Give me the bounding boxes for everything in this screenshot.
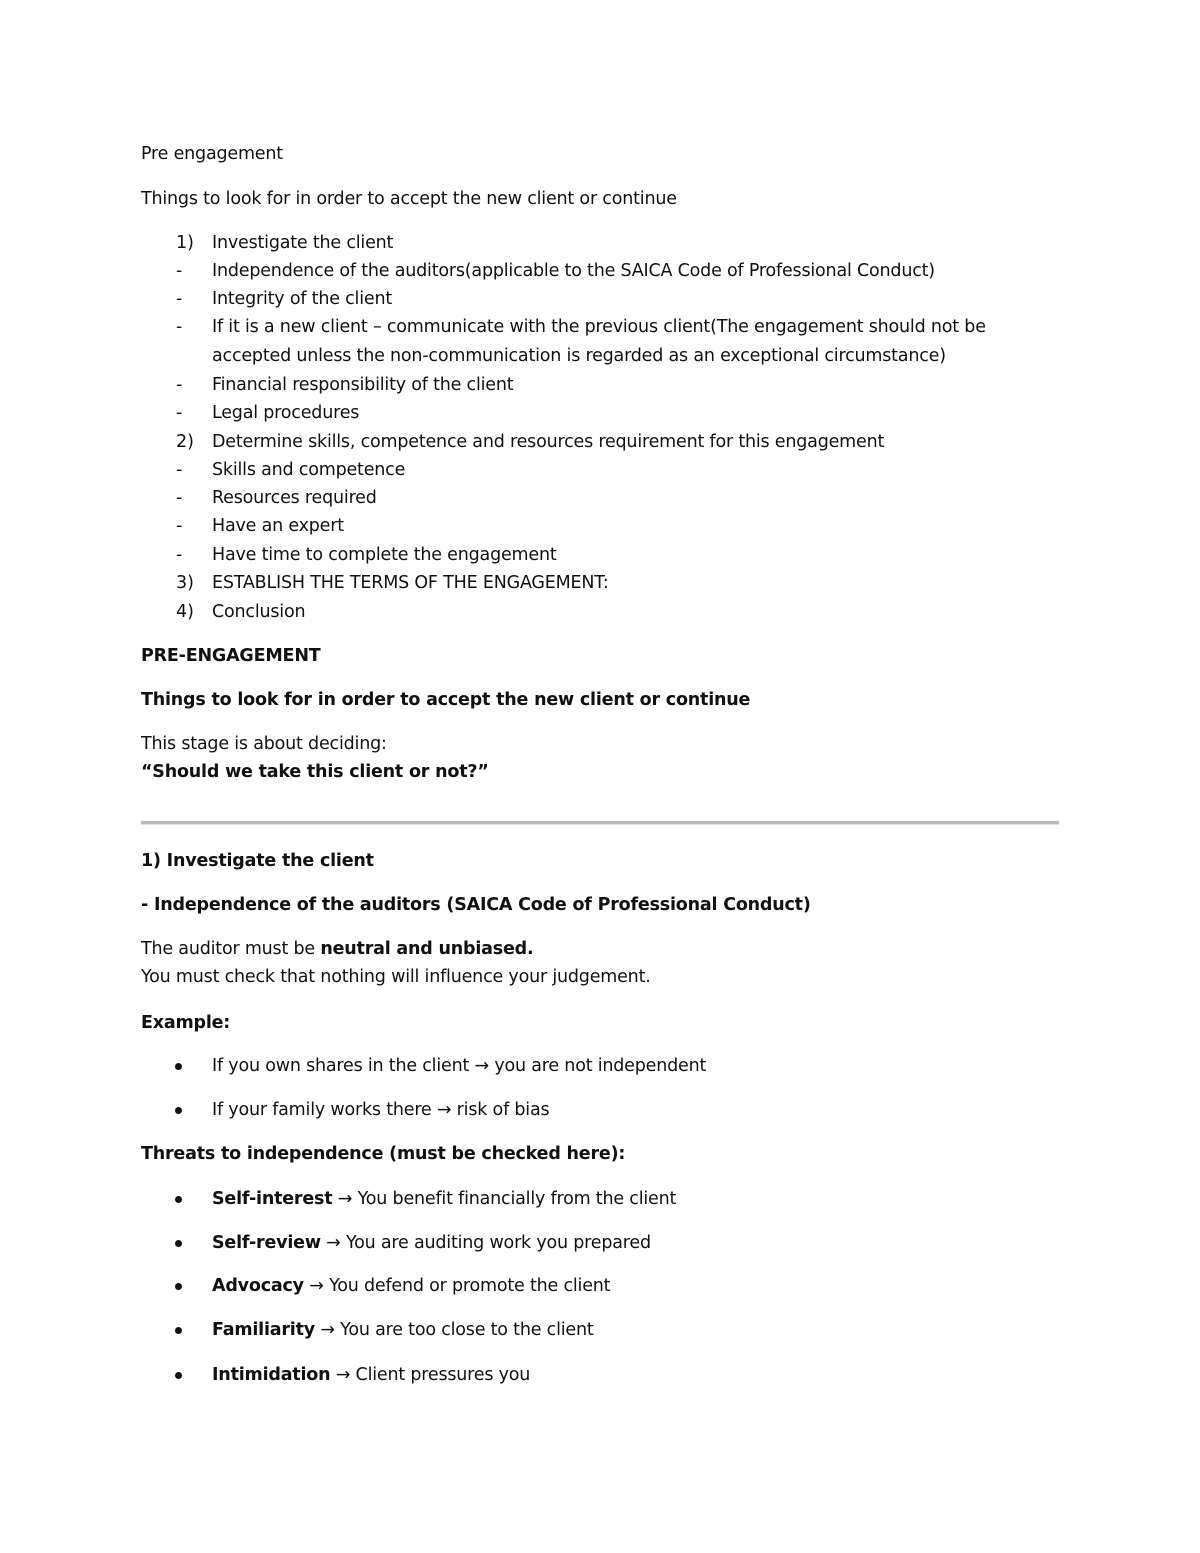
threat-desc: → You are too close to the client <box>314 1320 594 1340</box>
bullet-icon <box>175 1372 182 1379</box>
horizontal-divider <box>141 821 1059 825</box>
list-marker: 2) <box>176 432 194 452</box>
list-text-continuation: accepted unless the non-communication is regarded as an exceptional circumstance) <box>212 346 946 366</box>
list-marker: - <box>176 488 183 508</box>
list-text: Independence of the auditors(applicable to the SAICA Code of Professional Conduct) <box>212 261 935 281</box>
threat-line <box>212 1232 651 1254</box>
threat-desc: → You benefit financially from the client <box>332 1189 677 1209</box>
section-subheading: Things to look for in order to accept the new client or continue <box>141 690 751 710</box>
intro-text: Things to look for in order to accept the new client or continue <box>141 189 677 209</box>
list-marker: 4) <box>176 602 194 622</box>
bullet-icon <box>175 1283 182 1290</box>
threat-term: Familiarity <box>212 1320 315 1340</box>
list-text: Integrity of the client <box>212 289 393 309</box>
auditor-emphasis: neutral and unbiased. <box>320 939 534 959</box>
threat-line <box>212 1275 610 1297</box>
list-text: Skills and competence <box>212 460 406 480</box>
list-marker: - <box>176 289 183 309</box>
list-text: Have time to complete the engagement <box>212 545 557 565</box>
bullet-icon <box>175 1063 182 1070</box>
list-marker: - <box>176 545 183 565</box>
list-marker: - <box>176 403 183 423</box>
list-marker: - <box>176 516 183 536</box>
check-text: You must check that nothing will influence your judgement. <box>141 967 651 987</box>
threat-desc: → Client pressures you <box>330 1365 531 1385</box>
section-heading: PRE-ENGAGEMENT <box>141 646 321 666</box>
threat-term: Self-review <box>212 1233 321 1253</box>
subsection-subheading: - Independence of the auditors (SAICA Code of Professional Conduct) <box>141 895 811 915</box>
threat-term: Self-interest <box>212 1189 333 1209</box>
stage-text: This stage is about deciding: <box>141 734 387 754</box>
list-text: Conclusion <box>212 602 306 622</box>
list-marker: - <box>176 261 183 281</box>
bullet-icon <box>175 1240 182 1247</box>
list-text: Resources required <box>212 488 377 508</box>
list-marker: - <box>176 317 183 337</box>
list-marker: 3) <box>176 573 194 593</box>
threat-line <box>212 1364 530 1386</box>
threat-desc: → You defend or promote the client <box>303 1276 611 1296</box>
bullet-icon <box>175 1327 182 1334</box>
doc-title: Pre engagement <box>141 144 283 164</box>
auditor-statement <box>141 938 533 960</box>
threat-term: Advocacy <box>212 1276 304 1296</box>
list-marker: - <box>176 375 183 395</box>
key-question: “Should we take this client or not?” <box>141 762 489 782</box>
list-marker: - <box>176 460 183 480</box>
example-label: Example: <box>141 1013 231 1033</box>
list-text: ESTABLISH THE TERMS OF THE ENGAGEMENT: <box>212 573 609 593</box>
list-marker: 1) <box>176 233 194 253</box>
list-text: If your family works there → risk of bias <box>212 1100 550 1120</box>
bullet-icon <box>175 1107 182 1114</box>
bullet-icon <box>175 1196 182 1203</box>
subsection-heading: 1) Investigate the client <box>141 851 374 871</box>
threat-term: Intimidation <box>212 1365 331 1385</box>
list-text: Investigate the client <box>212 233 394 253</box>
list-text: If you own shares in the client → you are not independent <box>212 1056 707 1076</box>
threat-line <box>212 1188 676 1210</box>
list-text: Determine skills, competence and resources requirement for this engagement <box>212 432 885 452</box>
list-text: Financial responsibility of the client <box>212 375 514 395</box>
auditor-prefix: The auditor must be <box>141 939 321 959</box>
threats-label: Threats to independence (must be checked here): <box>141 1144 626 1164</box>
list-text: If it is a new client – communicate with the previous client(The engagement should not be <box>212 317 986 337</box>
threat-line <box>212 1319 594 1341</box>
list-text: Have an expert <box>212 516 344 536</box>
threat-desc: → You are auditing work you prepared <box>320 1233 651 1253</box>
list-text: Legal procedures <box>212 403 360 423</box>
